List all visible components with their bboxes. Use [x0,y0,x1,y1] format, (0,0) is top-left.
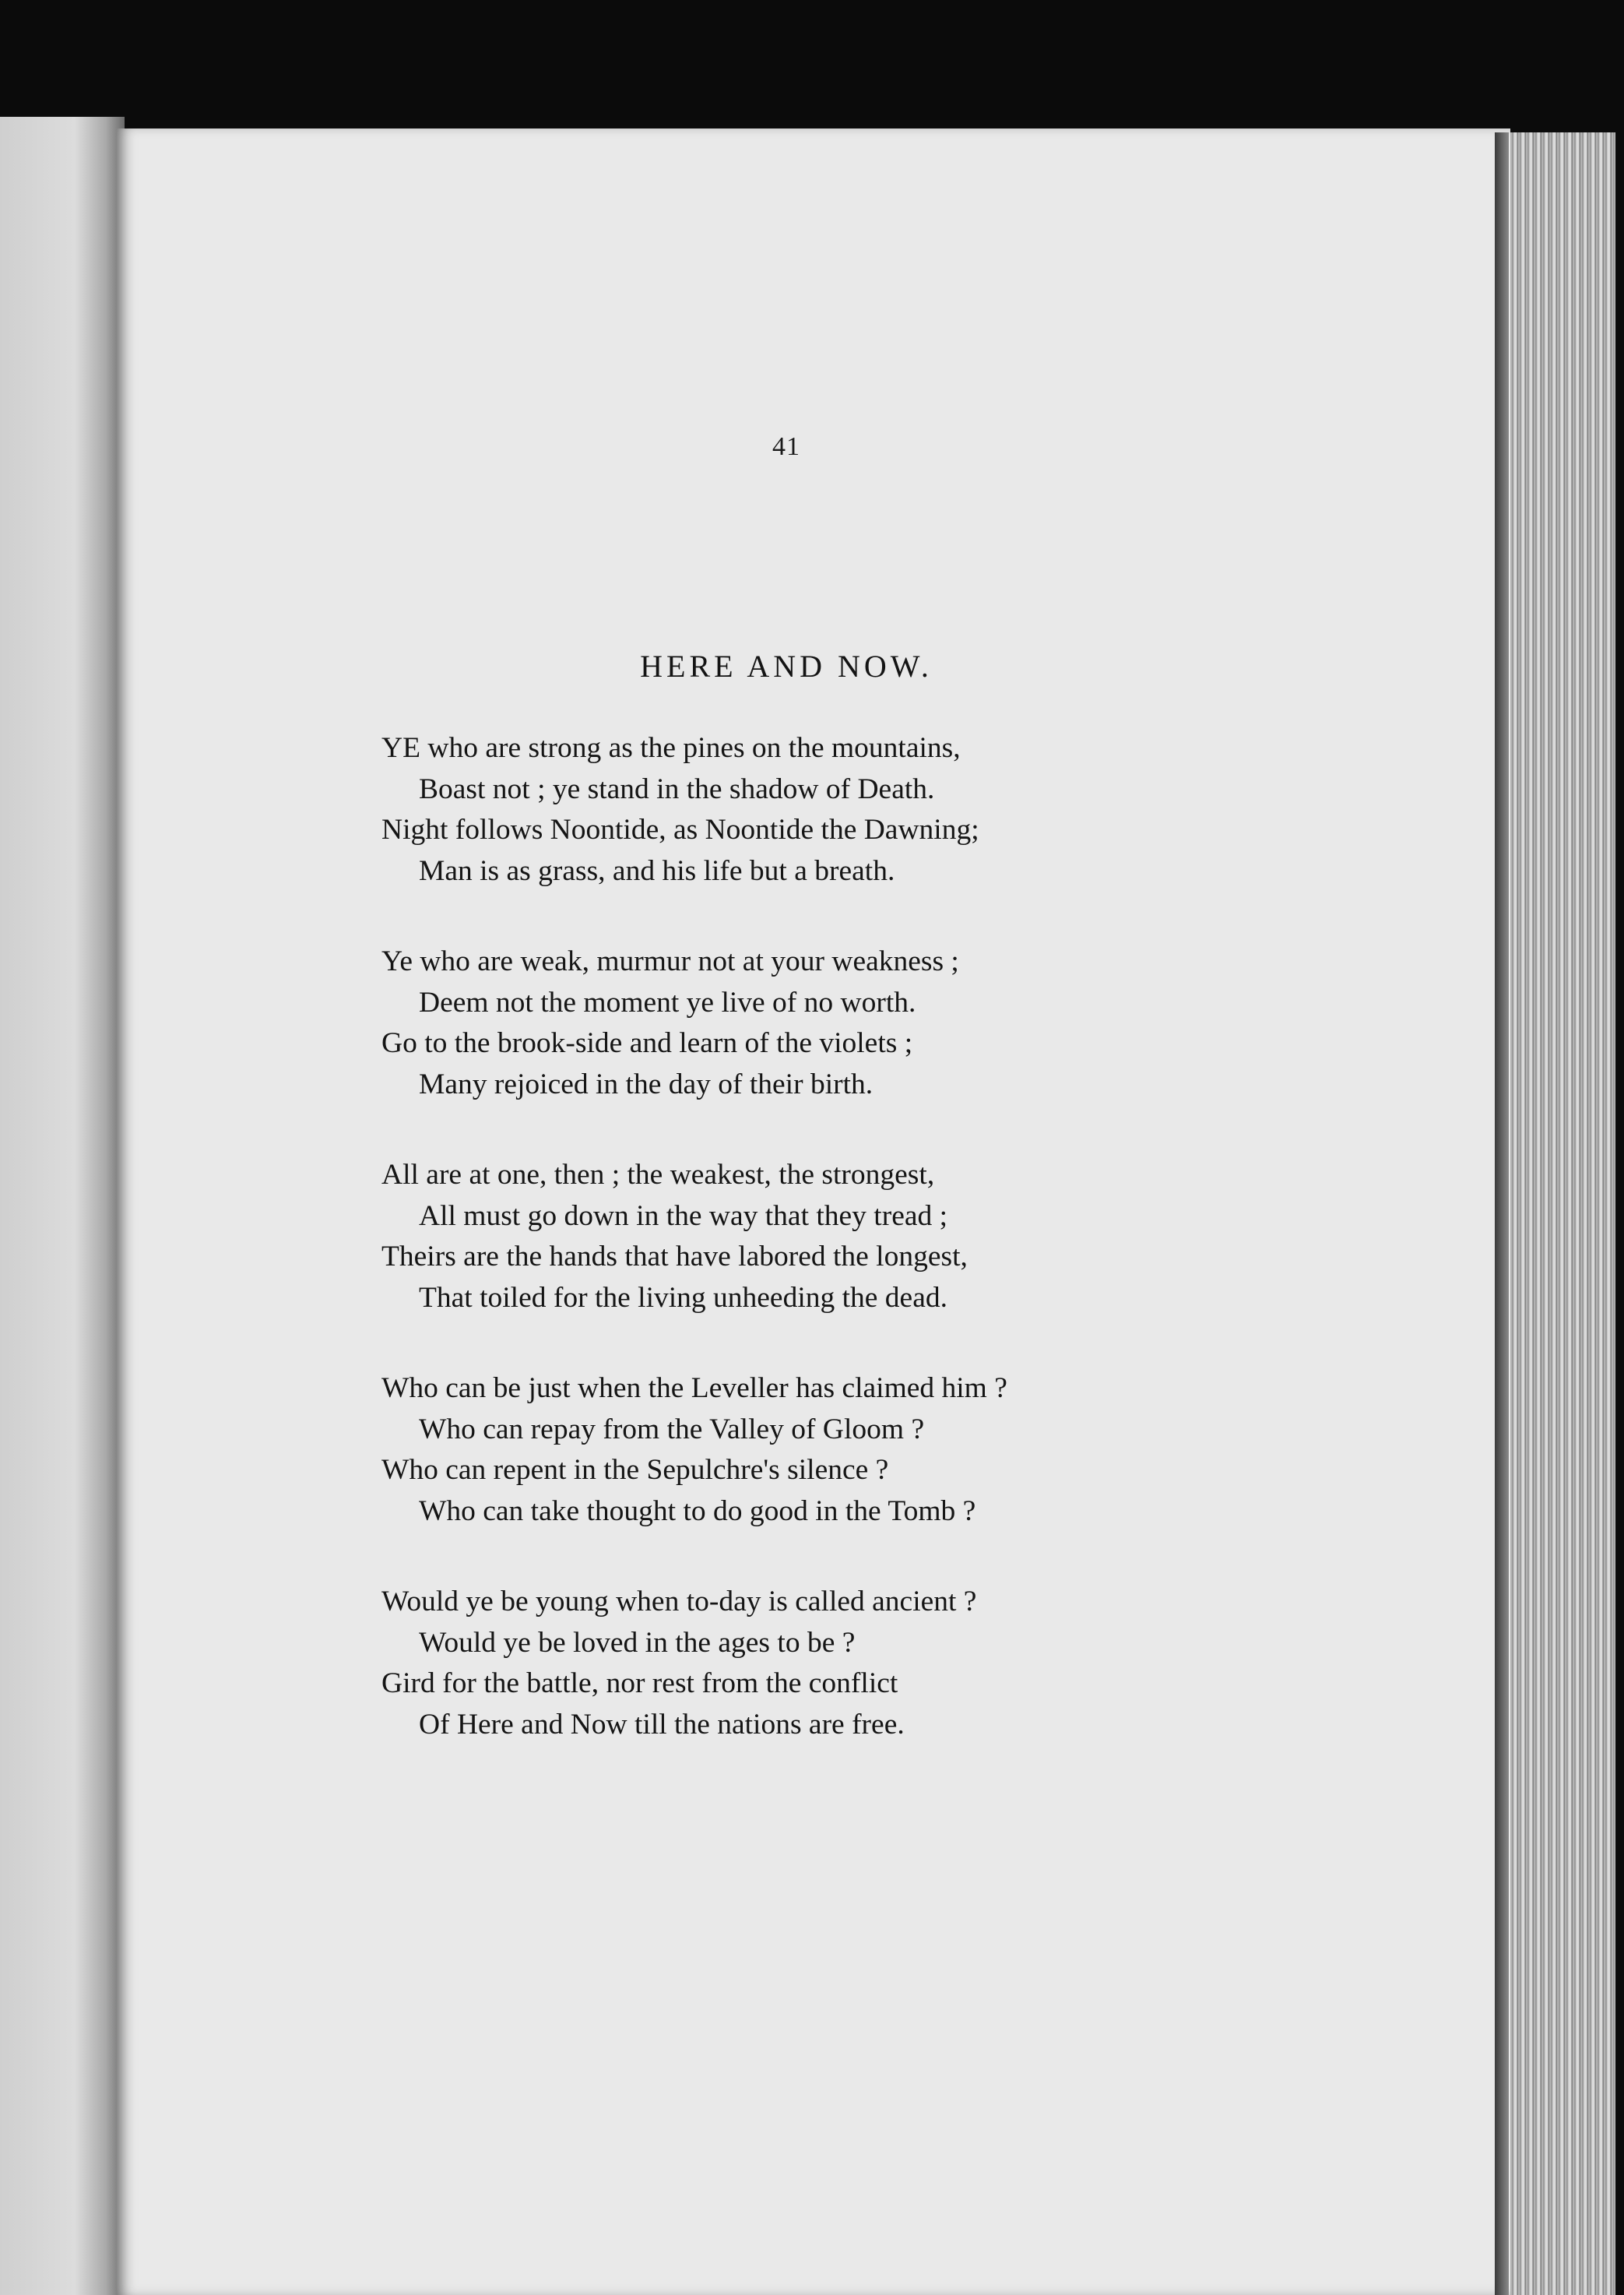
poem-line: All are at one, then ; the weakest, the strongest, [381,1159,935,1191]
poem-line: All must go down in the way that they tread ; [419,1199,948,1232]
poem-line: Deem not the moment ye live of no worth. [419,986,916,1019]
poem-body [381,728,1238,1795]
poem-title: HERE AND NOW. [640,649,933,684]
poem-line: Ye who are weak, murmur not at your weakness ; [381,945,959,977]
poem-line: Go to the brook-side and learn of the violets ; [381,1027,913,1059]
poem-line: Gird for the battle, nor rest from the conflict [381,1667,898,1699]
stanza [381,1368,1238,1532]
stanza [381,1155,1238,1318]
poem-line: Who can take thought to do good in the Tomb ? [419,1494,976,1527]
poem-line: That toiled for the living unheeding the dead. [419,1281,947,1314]
stanza [381,942,1238,1105]
poem-line: Of Here and Now till the nations are free. [419,1708,905,1741]
poem-line: Night follows Noontide, as Noontide the Dawning; [381,814,979,846]
poem-line: YE who are strong as the pines on the mountains, [381,732,961,764]
stanza [381,1582,1238,1745]
poem-line: Who can be just when the Leveller has claimed him ? [381,1372,1007,1404]
poem-line: Many rejoiced in the day of their birth. [419,1068,874,1100]
poem-line: Who can repent in the Sepulchre's silence ? [381,1454,889,1486]
page-number: 41 [772,432,800,461]
stanza [381,728,1238,892]
poem-line: Who can repay from the Valley of Gloom ? [419,1413,925,1445]
poem-line: Would ye be young when to-day is called ancient ? [381,1586,977,1617]
poem-line: Boast not ; ye stand in the shadow of Death. [419,773,935,805]
poem-line: Theirs are the hands that have labored the longest, [381,1241,968,1272]
poem-line: Man is as grass, and his life but a breath. [419,854,895,887]
poem-line: Would ye be loved in the ages to be ? [419,1626,856,1659]
